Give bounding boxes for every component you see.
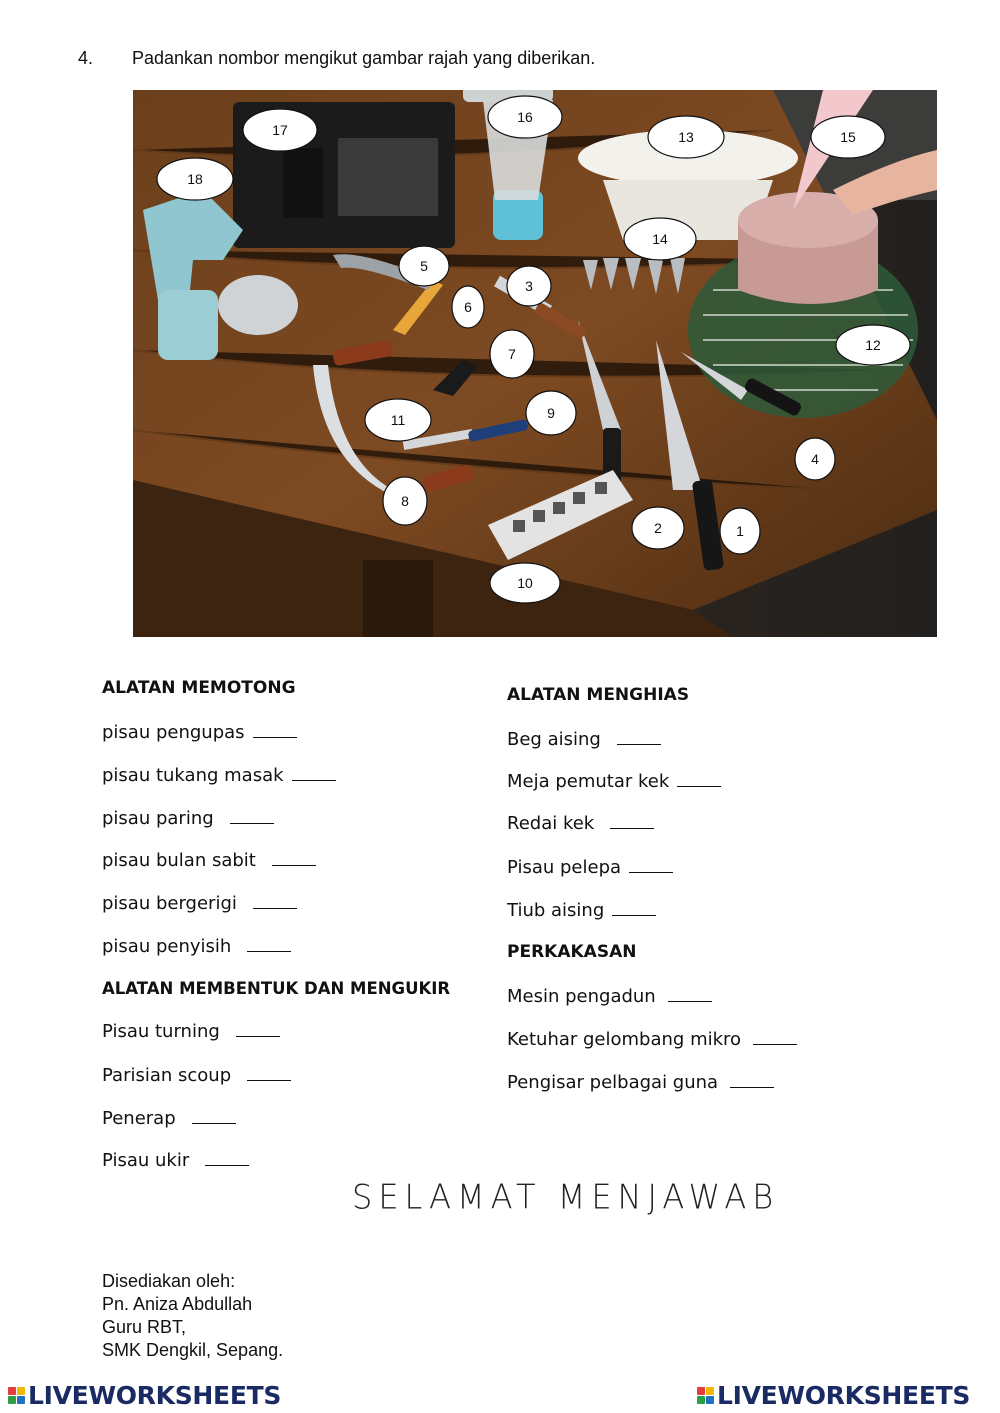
answer-blank[interactable]: [753, 1044, 797, 1045]
answer-row: [507, 729, 661, 750]
callout-9: 9: [547, 405, 555, 421]
section-heading-cutting: ALATAN MEMOTONG: [102, 678, 296, 698]
left-column: [102, 678, 296, 698]
answer-blank[interactable]: [272, 865, 316, 866]
item-label: Meja pemutar kek: [507, 771, 670, 792]
callout-2: 2: [654, 520, 662, 536]
answer-blank[interactable]: [253, 908, 297, 909]
answer-blank[interactable]: [610, 828, 654, 829]
answer-row: [507, 986, 712, 1007]
item-label: Pisau pelepa: [507, 857, 622, 878]
answer-blank[interactable]: [230, 823, 274, 824]
callout-8: 8: [401, 493, 409, 509]
answer-blank[interactable]: [247, 951, 291, 952]
item-label: pisau tukang masak: [102, 765, 284, 786]
item-label: pisau penyisih: [102, 936, 232, 957]
answer-row: [102, 936, 291, 957]
callout-16: 16: [517, 109, 533, 125]
item-label: Parisian scoup: [102, 1065, 232, 1086]
answer-blank[interactable]: [668, 1001, 712, 1002]
section-heading-shaping: ALATAN MEMBENTUK DAN MENGUKIR: [102, 979, 451, 998]
answer-blank[interactable]: [205, 1165, 249, 1166]
closing-message: SELAMAT MENJAWAB: [352, 1177, 780, 1217]
callout-18: 18: [187, 171, 203, 187]
item-label: Ketuhar gelombang mikro: [507, 1029, 742, 1050]
answer-row: [102, 1150, 249, 1171]
item-label: Pisau ukir: [102, 1150, 190, 1171]
item-label: Pengisar pelbagai guna: [507, 1072, 719, 1093]
answer-row: [102, 1108, 236, 1129]
school-name: SMK Dengkil, Sepang.: [102, 1340, 284, 1360]
callout-6: 6: [464, 299, 472, 315]
prepared-by-label: Disediakan oleh:: [102, 1271, 236, 1291]
answer-blank[interactable]: [730, 1087, 774, 1088]
answer-row: [507, 771, 721, 792]
answer-row: [507, 813, 654, 834]
item-label: Beg aising: [507, 729, 601, 750]
kitchen-tools-image: [133, 90, 937, 637]
answer-row: [507, 857, 673, 878]
callout-5: 5: [420, 258, 428, 274]
callout-11: 11: [390, 412, 406, 428]
answer-row: [102, 893, 297, 914]
answer-blank[interactable]: [253, 737, 297, 738]
answer-blank[interactable]: [629, 872, 673, 873]
liveworksheets-logo-left[interactable]: [8, 1381, 281, 1410]
liveworksheets-icon: [697, 1387, 714, 1404]
answer-blank[interactable]: [192, 1123, 236, 1124]
item-label: Penerap: [102, 1108, 176, 1129]
brand-text: LIVEWORKSHEETS: [28, 1381, 282, 1410]
liveworksheets-logo-right[interactable]: [697, 1381, 970, 1410]
question-number: 4.: [78, 48, 94, 68]
item-label: pisau paring: [102, 808, 214, 829]
item-label: Tiub aising: [507, 900, 605, 921]
section-heading-equipment: PERKAKASAN: [507, 942, 637, 962]
answer-blank[interactable]: [236, 1036, 280, 1037]
item-label: Pisau turning: [102, 1021, 220, 1042]
answer-row: [102, 808, 274, 829]
callout-13: 13: [678, 129, 694, 145]
answer-blank[interactable]: [617, 744, 661, 745]
callout-4: 4: [811, 451, 819, 467]
answer-blank[interactable]: [677, 786, 721, 787]
answer-blank[interactable]: [612, 915, 656, 916]
answer-row: [507, 900, 656, 921]
callout-15: 15: [840, 129, 856, 145]
item-label: pisau bergerigi: [102, 893, 237, 914]
answer-row: [102, 1021, 280, 1042]
item-label: Mesin pengadun: [507, 986, 656, 1007]
answer-row: [507, 1029, 797, 1050]
answer-row: [102, 765, 336, 786]
callout-12: 12: [865, 337, 881, 353]
answer-row: [102, 850, 316, 871]
answer-row: [102, 722, 297, 743]
callout-10: 10: [517, 575, 533, 591]
answer-row: [102, 1065, 291, 1086]
liveworksheets-icon: [8, 1387, 25, 1404]
item-label: Redai kek: [507, 813, 595, 834]
answer-blank[interactable]: [292, 780, 336, 781]
teacher-role: Guru RBT,: [102, 1317, 187, 1337]
prepared-by: [102, 1270, 283, 1362]
callout-3: 3: [525, 278, 533, 294]
item-label: pisau pengupas: [102, 722, 245, 743]
callout-7: 7: [508, 346, 516, 362]
callout-1: 1: [736, 523, 744, 539]
answer-row: [507, 1072, 774, 1093]
callout-14: 14: [652, 231, 668, 247]
callout-17: 17: [272, 122, 288, 138]
brand-text: LIVEWORKSHEETS: [717, 1381, 971, 1410]
item-label: pisau bulan sabit: [102, 850, 256, 871]
question-text: Padankan nombor mengikut gambar rajah yang diberikan.: [132, 48, 596, 68]
answer-blank[interactable]: [247, 1080, 291, 1081]
teacher-name: Pn. Aniza Abdullah: [102, 1294, 253, 1314]
section-heading-decorating: ALATAN MENGHIAS: [507, 685, 690, 705]
